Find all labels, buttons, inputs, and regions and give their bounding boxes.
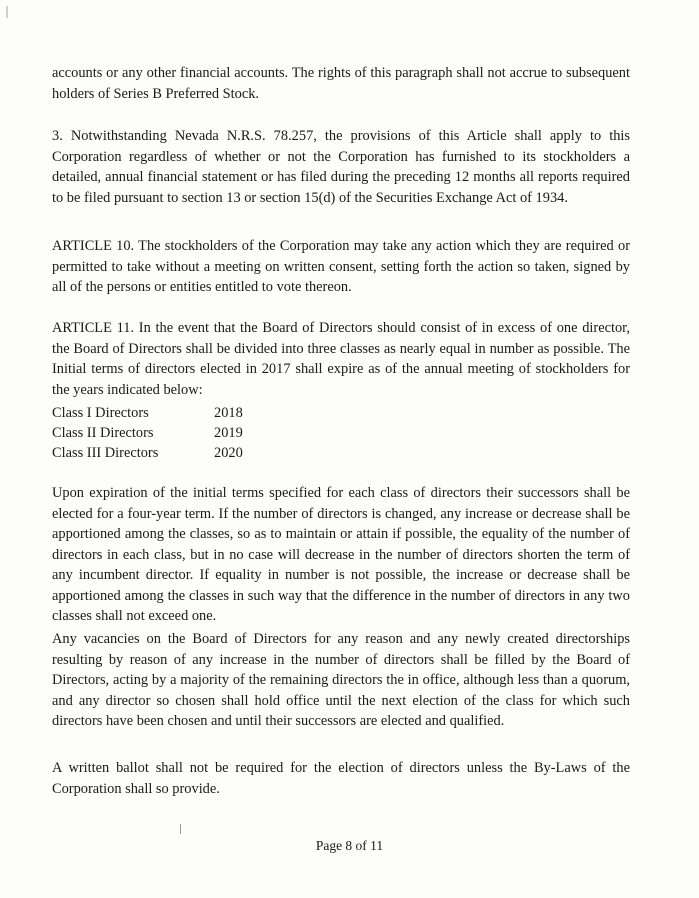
page-number: Page 8 of 11 xyxy=(315,838,384,853)
scan-margin-mark xyxy=(6,6,8,18)
paragraph-accounts-rights: accounts or any other financial accounts. The rights of this paragraph shall not accrue to subsequent holders of Series B Preferred Stock. xyxy=(52,65,630,102)
director-class-year: 2018 xyxy=(214,405,243,421)
paragraph-article-10: ARTICLE 10. The stockholders of the Corporation may take any action which they are required or permitted to take without a meeting on written consent, setting forth the action so taken, signed by all of the persons or entities entitled to vote thereon. xyxy=(52,238,630,295)
paragraph-written-ballot: A written ballot shall not be required for the election of directors unless the By-Laws of the Corporation shall so provide. xyxy=(52,760,630,797)
director-class-year: 2019 xyxy=(214,425,243,441)
director-class-year: 2020 xyxy=(214,445,243,461)
director-class-row xyxy=(52,423,264,443)
director-class-name: Class II Directors xyxy=(52,425,154,441)
paragraph-article-11: ARTICLE 11. In the event that the Board of Directors should consist of in excess of one director, the Board of Directors shall be divided into three classes as nearly equal in number as possible. The Initial terms of directors elected in 2017 shall expire as of the annual meeting of stockholders for the years indicated below: xyxy=(52,320,630,398)
paragraph-terms-expiration: Upon expiration of the initial terms specified for each class of directors their successors shall be elected for a four-year term. If the number of directors is changed, any increase or decrease shall be apportioned among the classes, so as to maintain or attain if possible, the equality of the number of directors in each class, but in no case will decrease in the number of directors shorten the term of any incumbent director. If equality in number is not possible, the increase or decrease shall be apportioned among the classes in such way that the difference in the number of directors in any two classes shall not exceed one. xyxy=(52,485,630,624)
paragraph-nevada-nrs: 3. Notwithstanding Nevada N.R.S. 78.257, the provisions of this Article shall apply to this Corporation regardless of whether or not the Corporation has furnished to its stockholders a detailed, annual financial statement or has filed during the preceding 12 months all reports required to be filed pursuant to section 13 or section 15(d) of the Securities Exchange Act of 1934. xyxy=(52,128,630,206)
director-class-row xyxy=(52,403,264,423)
paragraph-vacancies: Any vacancies on the Board of Directors for any reason and any newly created directorships resulting by reason of any increase in the number of directors shall be filled by the Board of Directors, acting by a majority of the remaining directors the in office, although less than a quorum, and any director so chosen shall hold office until the next election of the class for which such directors have been chosen and until their successors are elected and qualified. xyxy=(52,631,630,729)
scan-artifact-mark xyxy=(180,824,181,834)
director-class-name: Class I Directors xyxy=(52,405,149,421)
director-class-name: Class III Directors xyxy=(52,445,159,461)
director-class-row xyxy=(52,443,264,463)
director-classes-table xyxy=(52,403,264,463)
